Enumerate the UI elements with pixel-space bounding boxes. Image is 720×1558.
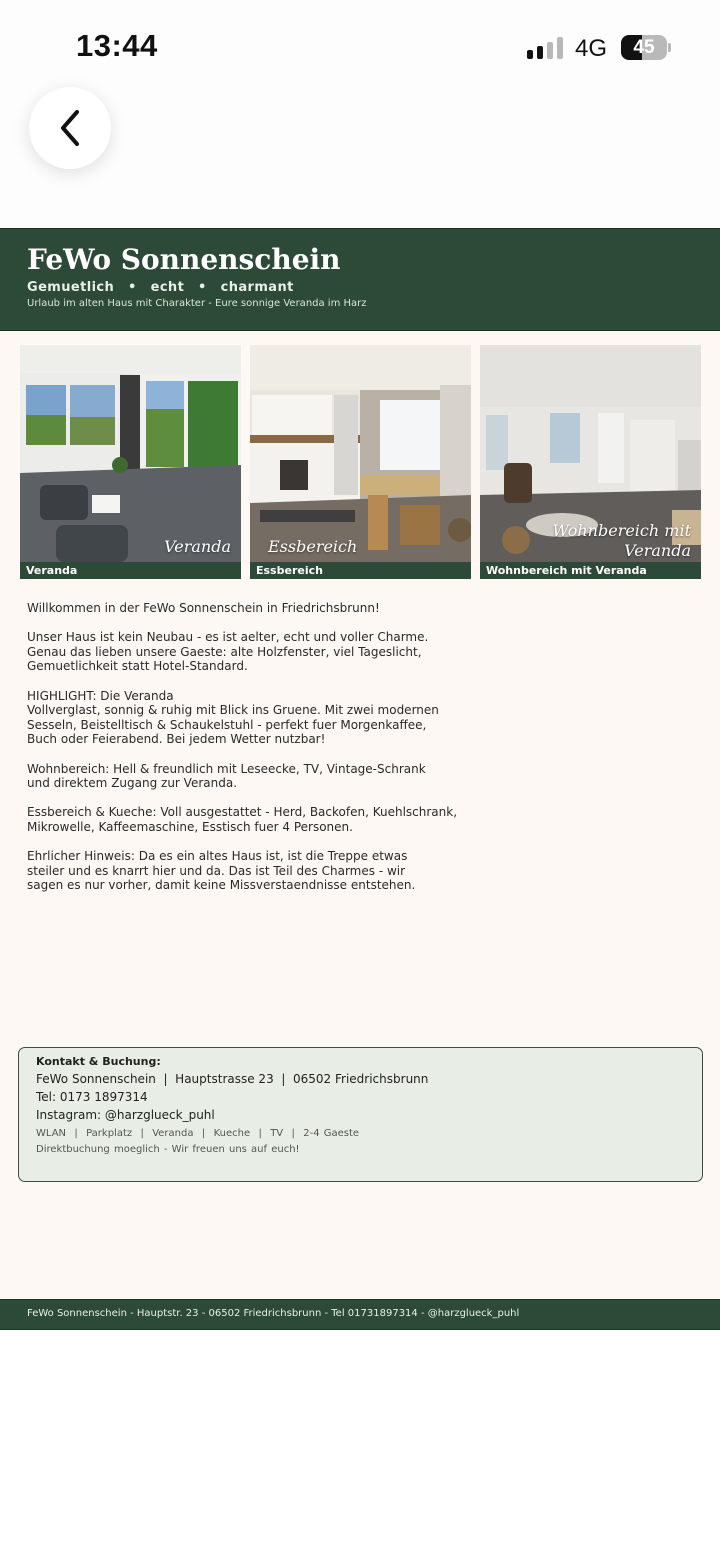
- site-header: [0, 228, 720, 331]
- signal-bar: [537, 46, 543, 59]
- essbereich-photo-image: [250, 345, 471, 562]
- photo-wohnbereich[interactable]: [480, 345, 701, 579]
- veranda-photo-image: [20, 345, 241, 562]
- photo-overlay-label: Wohnbereich mit Veranda: [552, 521, 691, 560]
- site-tagline: Gemuetlich • echt • charmant: [27, 280, 294, 295]
- photo-caption: Veranda: [20, 562, 241, 579]
- description-paragraph: Willkommen in der FeWo Sonnenschein in Friedrichsbrunn!: [27, 601, 380, 615]
- signal-bar: [547, 42, 553, 59]
- photo-caption: Wohnbereich mit Veranda: [480, 562, 701, 579]
- cellular-signal-icon: [527, 37, 565, 59]
- site-subtitle: Urlaub im alten Haus mit Charakter - Eure sonnige Veranda im Harz: [27, 298, 367, 309]
- photo-gallery: [20, 345, 700, 579]
- photo-overlay-label: Essbereich: [268, 537, 358, 556]
- contact-phone[interactable]: Tel: 0173 1897314: [36, 1090, 148, 1104]
- listing-page: [0, 228, 720, 1330]
- booking-note: Direktbuchung moeglich - Wir freuen uns auf euch!: [36, 1144, 300, 1155]
- contact-box: [18, 1047, 703, 1182]
- network-type: 4G: [575, 35, 608, 62]
- site-title: FeWo Sonnenschein: [27, 243, 341, 276]
- site-footer: [0, 1299, 720, 1330]
- contact-address: FeWo Sonnenschein | Hauptstrasse 23 | 06502 Friedrichsbrunn: [36, 1072, 429, 1086]
- footer-text: FeWo Sonnenschein - Hauptstr. 23 - 06502 Friedrichsbrunn - Tel 01731897314 - @harzglueck_puhl: [27, 1308, 520, 1319]
- photo-caption: Essbereich: [250, 562, 471, 579]
- signal-bar: [557, 37, 563, 59]
- contact-heading: Kontakt & Buchung:: [36, 1055, 161, 1068]
- photo-overlay-label: Veranda: [164, 537, 231, 556]
- listing-description: [27, 601, 487, 907]
- signal-bar: [527, 50, 533, 59]
- photo-veranda[interactable]: [20, 345, 241, 579]
- chevron-left-icon: [55, 108, 85, 148]
- battery-tip: [668, 43, 671, 52]
- description-paragraph: Ehrlicher Hinweis: Da es ein altes Haus ist, ist die Treppe etwas steiler und es knarrt hier und da. Das ist Teil des Charmes - wir sagen es nur vorher, damit keine Missverstaendnisse entstehen.: [27, 849, 416, 893]
- status-time: 13:44: [76, 28, 158, 63]
- status-bar: [0, 0, 720, 90]
- back-button[interactable]: [29, 87, 111, 169]
- battery-icon: [621, 35, 667, 60]
- description-paragraph: HIGHLIGHT: Die Veranda Vollverglast, sonnig & ruhig mit Blick ins Gruene. Mit zwei modernen Sesseln, Beistelltisch & Schaukelstuhl - perfekt fuer Morgenkaffee, Buch oder Feierabend. Bei jedem Wetter nutzbar!: [27, 688, 439, 747]
- description-paragraph: Essbereich & Kueche: Voll ausgestattet - Herd, Backofen, Kuehlschrank, Mikrowelle, Kaffeemaschine, Esstisch fuer 4 Personen.: [27, 805, 458, 834]
- contact-instagram[interactable]: Instagram: @harzglueck_puhl: [36, 1108, 215, 1122]
- browser-top-area: [0, 90, 720, 228]
- battery-level: 45: [633, 37, 655, 58]
- amenities-list: WLAN | Parkplatz | Veranda | Kueche | TV | 2-4 Gaeste: [36, 1128, 360, 1139]
- description-paragraph: Wohnbereich: Hell & freundlich mit Leseecke, TV, Vintage-Schrank und direktem Zugang zur Veranda.: [27, 761, 426, 791]
- description-paragraph: Unser Haus ist kein Neubau - es ist aelter, echt und voller Charme. Genau das lieben unsere Gaeste: alte Holzfenster, viel Tageslicht, Gemuetlichkeit statt Hotel-Standard.: [27, 630, 429, 674]
- blank-area: [0, 1330, 720, 1558]
- photo-essbereich[interactable]: [250, 345, 471, 579]
